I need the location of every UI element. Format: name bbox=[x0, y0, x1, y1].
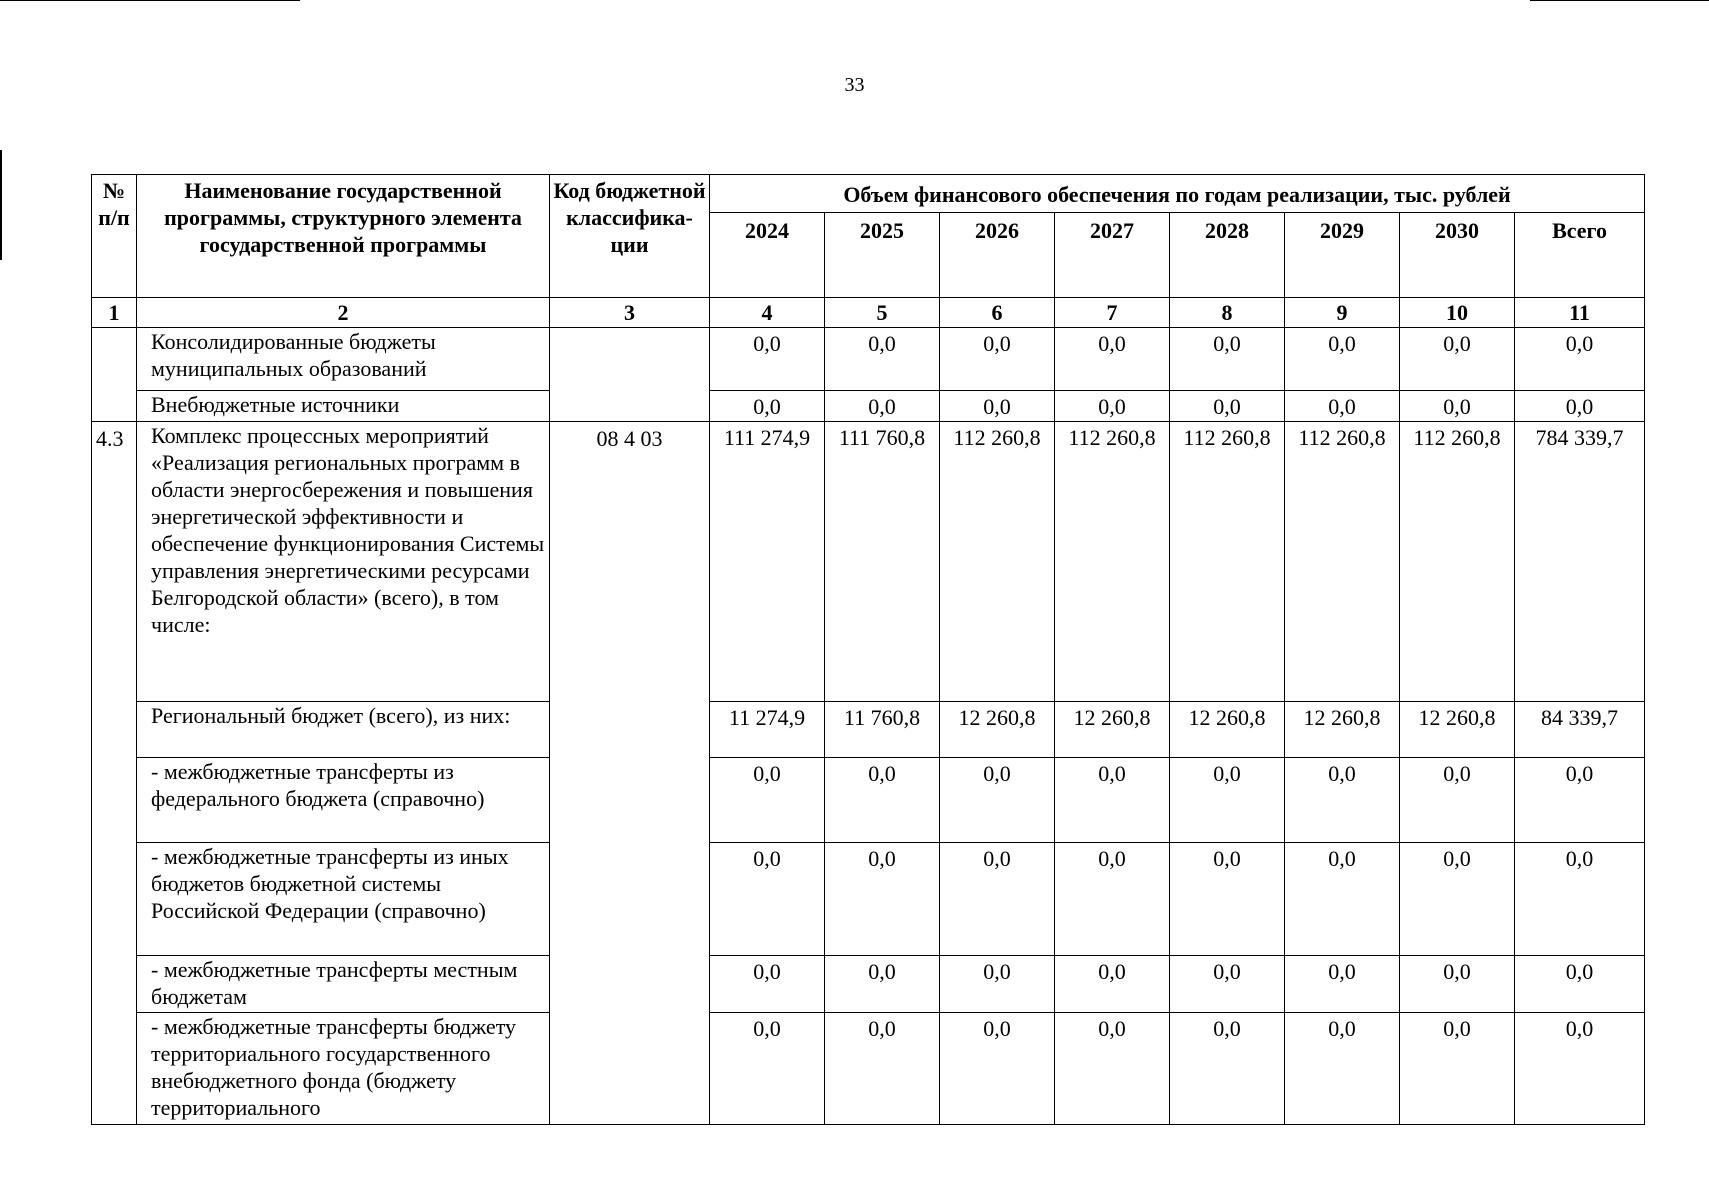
header-code-label: Код бюджетной классифика-ции bbox=[553, 178, 706, 257]
row-value: 0,0 bbox=[1055, 391, 1170, 422]
row-value: 0,0 bbox=[1285, 758, 1400, 843]
row-value: 12 260,8 bbox=[1055, 702, 1170, 758]
column-number: 3 bbox=[550, 298, 710, 328]
row-value: 0,0 bbox=[1400, 758, 1515, 843]
row-name: - межбюджетные трансферты из иных бюджетов бюджетной системы Российской Федерации (справочно) bbox=[137, 843, 550, 956]
scan-edge-top-left bbox=[0, 0, 300, 1]
row-value: 0,0 bbox=[825, 956, 940, 1013]
table-row bbox=[92, 391, 1645, 422]
row-value: 0,0 bbox=[710, 391, 825, 422]
header-volume-label: Объем финансового обеспечения по годам реализации, тыс. рублей bbox=[843, 181, 1511, 207]
row-value: 0,0 bbox=[1515, 758, 1645, 843]
header-num bbox=[92, 175, 137, 298]
row-value: 0,0 bbox=[1285, 956, 1400, 1013]
header-year: 2027 bbox=[1055, 213, 1170, 298]
row-value: 0,0 bbox=[940, 391, 1055, 422]
row-value: 0,0 bbox=[710, 1013, 825, 1125]
row-value: 0,0 bbox=[1170, 391, 1285, 422]
row-value: 0,0 bbox=[1055, 843, 1170, 956]
row-value: 111 274,9 bbox=[710, 422, 825, 702]
row-name: Комплекс процессных мероприятий «Реализация региональных программ в области энергосбережения и повышения энергетической эффективности и обеспечение функционирования Системы управления энергетическими ресурсами Белгородской области» (всего), в том числе: bbox=[137, 422, 550, 702]
row-value: 0,0 bbox=[1400, 843, 1515, 956]
row-value: 0,0 bbox=[1400, 391, 1515, 422]
column-number: 1 bbox=[92, 298, 137, 328]
table-row bbox=[92, 956, 1645, 1013]
row-value: 0,0 bbox=[710, 956, 825, 1013]
row-value: 0,0 bbox=[825, 1013, 940, 1125]
row-name: - межбюджетные трансферты из федерального бюджета (справочно) bbox=[137, 758, 550, 843]
row-value: 0,0 bbox=[940, 843, 1055, 956]
row-value: 0,0 bbox=[940, 328, 1055, 391]
column-number: 2 bbox=[137, 298, 550, 328]
header-year: 2029 bbox=[1285, 213, 1400, 298]
row-value: 84 339,7 bbox=[1515, 702, 1645, 758]
row-value: 111 760,8 bbox=[825, 422, 940, 702]
column-number: 8 bbox=[1170, 298, 1285, 328]
row-name: - межбюджетные трансферты местным бюджетам bbox=[137, 956, 550, 1013]
row-value: 0,0 bbox=[710, 758, 825, 843]
row-value: 0,0 bbox=[940, 956, 1055, 1013]
header-code bbox=[550, 175, 710, 298]
row-value: 112 260,8 bbox=[1170, 422, 1285, 702]
header-name bbox=[137, 175, 550, 298]
row-name: Консолидированные бюджеты муниципальных образований bbox=[137, 328, 550, 391]
row-name: Региональный бюджет (всего), из них: bbox=[137, 702, 550, 758]
row-value: 0,0 bbox=[1400, 328, 1515, 391]
row-value: 0,0 bbox=[1515, 328, 1645, 391]
row-value: 0,0 bbox=[1170, 1013, 1285, 1125]
row-value: 0,0 bbox=[1170, 956, 1285, 1013]
header-year: 2026 bbox=[940, 213, 1055, 298]
column-number: 7 bbox=[1055, 298, 1170, 328]
row-value: 0,0 bbox=[1170, 758, 1285, 843]
row-value: 11 760,8 bbox=[825, 702, 940, 758]
column-number: 4 bbox=[710, 298, 825, 328]
table-row bbox=[92, 758, 1645, 843]
row-value: 112 260,8 bbox=[940, 422, 1055, 702]
row-value: 0,0 bbox=[1285, 328, 1400, 391]
row-value: 0,0 bbox=[1515, 391, 1645, 422]
row-value: 0,0 bbox=[1285, 391, 1400, 422]
row-value: 0,0 bbox=[1055, 758, 1170, 843]
header-year: 2024 bbox=[710, 213, 825, 298]
table-row bbox=[92, 1013, 1645, 1125]
table-row bbox=[92, 422, 1645, 702]
row-value: 0,0 bbox=[940, 1013, 1055, 1125]
row-num: 4.3 bbox=[92, 422, 137, 1125]
header-num-label: № п/п bbox=[98, 178, 130, 230]
row-value: 0,0 bbox=[1055, 1013, 1170, 1125]
row-name: Внебюджетные источники bbox=[137, 391, 550, 422]
row-value: 0,0 bbox=[1055, 956, 1170, 1013]
row-value: 11 274,9 bbox=[710, 702, 825, 758]
header-year: 2030 bbox=[1400, 213, 1515, 298]
row-value: 0,0 bbox=[825, 758, 940, 843]
header-volume bbox=[710, 175, 1645, 213]
table-row bbox=[92, 328, 1645, 391]
column-number: 6 bbox=[940, 298, 1055, 328]
row-value: 0,0 bbox=[1515, 956, 1645, 1013]
scan-edge-left-top bbox=[0, 150, 2, 260]
scan-edge-top-right bbox=[1530, 0, 1709, 1]
row-value: 0,0 bbox=[825, 843, 940, 956]
row-num-cell bbox=[92, 328, 137, 422]
table-row bbox=[92, 702, 1645, 758]
row-value: 0,0 bbox=[1170, 843, 1285, 956]
row-value: 0,0 bbox=[1285, 843, 1400, 956]
header-year: 2025 bbox=[825, 213, 940, 298]
row-value: 112 260,8 bbox=[1285, 422, 1400, 702]
row-value: 0,0 bbox=[1400, 1013, 1515, 1125]
column-number: 10 bbox=[1400, 298, 1515, 328]
row-value: 0,0 bbox=[1055, 328, 1170, 391]
row-value: 112 260,8 bbox=[1055, 422, 1170, 702]
row-value: 12 260,8 bbox=[940, 702, 1055, 758]
row-value: 0,0 bbox=[1170, 328, 1285, 391]
row-value: 784 339,7 bbox=[1515, 422, 1645, 702]
row-code: 08 4 03 bbox=[550, 422, 710, 1125]
row-value: 0,0 bbox=[1515, 843, 1645, 956]
row-value: 0,0 bbox=[825, 391, 940, 422]
row-value: 0,0 bbox=[1400, 956, 1515, 1013]
table-row bbox=[92, 843, 1645, 956]
row-value: 12 260,8 bbox=[1400, 702, 1515, 758]
row-value: 0,0 bbox=[1515, 1013, 1645, 1125]
row-code-cell bbox=[550, 328, 710, 422]
header-year: 2028 bbox=[1170, 213, 1285, 298]
row-name: - межбюджетные трансферты бюджету территориального государственного внебюджетного фонда (бюджету территориального bbox=[137, 1013, 550, 1125]
row-value: 0,0 bbox=[825, 328, 940, 391]
row-value: 0,0 bbox=[1285, 1013, 1400, 1125]
row-value: 0,0 bbox=[940, 758, 1055, 843]
row-value: 0,0 bbox=[710, 328, 825, 391]
page-number: 33 bbox=[844, 74, 865, 96]
header-total: Всего bbox=[1515, 213, 1645, 298]
column-number: 9 bbox=[1285, 298, 1400, 328]
row-value: 0,0 bbox=[710, 843, 825, 956]
column-number: 11 bbox=[1515, 298, 1645, 328]
row-value: 12 260,8 bbox=[1170, 702, 1285, 758]
row-value: 12 260,8 bbox=[1285, 702, 1400, 758]
budget-table bbox=[91, 174, 1645, 1125]
row-value: 112 260,8 bbox=[1400, 422, 1515, 702]
header-name-label: Наименование государственной программы, структурного элемента государственной программы bbox=[164, 178, 522, 257]
column-number: 5 bbox=[825, 298, 940, 328]
